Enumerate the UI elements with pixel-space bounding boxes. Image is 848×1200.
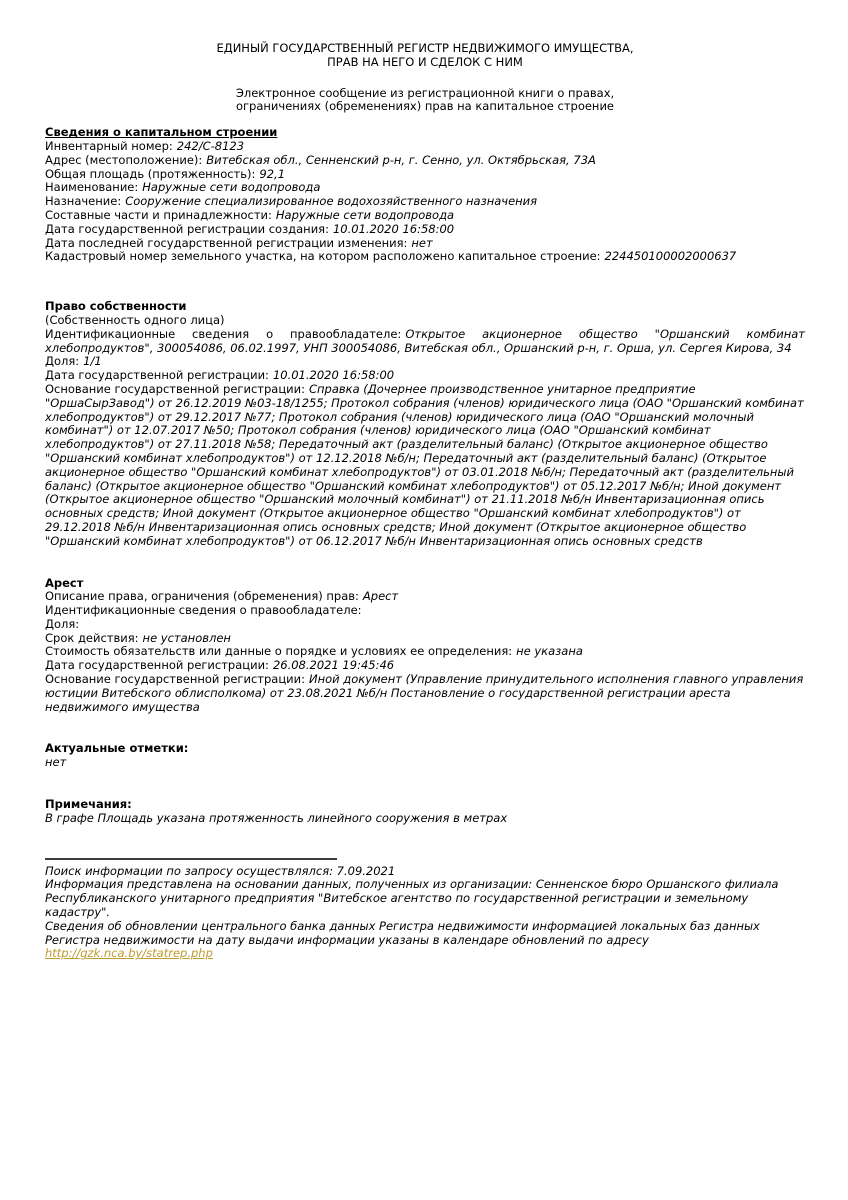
field-row-restriction-description <box>45 590 805 604</box>
field-row-creation-reg-date <box>45 223 805 237</box>
field-value: Арест <box>362 589 399 604</box>
field-row-total-area <box>45 168 805 182</box>
field-label: Доля: <box>45 354 80 369</box>
registry-title-line-1: ЕДИНЫЙ ГОСУДАРСТВЕННЫЙ РЕГИСТР НЕДВИЖИМОГО ИМУЩЕСТВА, <box>216 41 634 55</box>
field-row-state-reg-date <box>45 659 805 673</box>
arrest-section-heading: Арест <box>45 575 84 590</box>
field-value: Справка (Дочернее производственное унитарное предприятие "ОршаСырЗавод") от 26.12.2019 №03-18/1255; Протокол собрания (членов) юридического лица (ОАО "Оршанский комбинат хлебопродуктов") от 29.12.2017 №77; Протокол собрания (членов) юридического лица (ОАО "Оршанский молочный комбинат") от 12.07.2017 №50; Протокол собрания (членов) юридического лица (ОАО "Оршанский комбинат хлебопродуктов") от 27.11.2018 №58; Передаточный акт (разделительный баланс) (Открытое акционерное общество "Оршанский комбинат хлебопродуктов") от 12.12.2018 №б/н; Передаточный акт (разделительный баланс) (Открытое акционерное общество "Оршанский комбинат хлебопродуктов") от 03.01.2018 №б/н; Передаточный акт (разделительный баланс) (Открытое акционерное общество "Оршанский комбинат хлебопродуктов") от 05.12.2017 №б/н; Иной документ (Открытое акционерное общество "Оршанский молочный комбинат") от 21.11.2018 №б/н Инвентаризационная опись основных средств; Иной документ (Открытое акционерное общество "Оршанский комбинат хлебопродуктов") от 29.12.2018 №б/н Инвентаризационная опись основных средств; Иной документ (Открытое акционерное общество "Оршанский комбинат хлебопродуктов") от 06.12.2017 №б/н Инвентаризационная опись основных средств <box>45 381 804 548</box>
field-value: Наружные сети водопровода <box>275 207 455 222</box>
field-value: 26.08.2021 19:45:46 <box>272 658 395 673</box>
field-row-cadastral-number <box>45 250 805 264</box>
field-row-rightholder-identification <box>45 328 805 356</box>
building-section-heading: Сведения о капитальном строении <box>45 125 278 140</box>
field-label: Описание права, ограничения (обременения) прав: <box>45 589 359 604</box>
field-label: Идентификационные сведения о правообладателе: <box>45 326 402 341</box>
field-label: Основание государственной регистрации: <box>45 381 305 396</box>
document-subtitle-line-1: Электронное сообщение из регистрационной книги о правах, <box>235 85 615 100</box>
field-label: Основание государственной регистрации: <box>45 672 305 687</box>
field-label: Наименование: <box>45 180 139 195</box>
registry-title <box>45 42 805 70</box>
notes-value: В графе Площадь указана протяженность линейного сооружения в метрах <box>45 810 508 825</box>
field-row-last-change-reg-date <box>45 237 805 251</box>
field-label: Инвентарный номер: <box>45 138 173 153</box>
field-row-obligation-value <box>45 645 805 659</box>
field-row-components <box>45 209 805 223</box>
field-value: 10.01.2020 16:58:00 <box>332 221 455 236</box>
field-label: Дата государственной регистрации создания: <box>45 221 329 236</box>
field-row-reg-basis <box>45 383 805 549</box>
field-value: 1/1 <box>83 354 102 369</box>
field-value: 242/С-8123 <box>176 138 245 153</box>
field-label: Дата государственной регистрации: <box>45 368 269 383</box>
actual-marks-heading: Актуальные отметки: <box>45 741 189 756</box>
field-label: Общая площадь (протяженность): <box>45 166 256 181</box>
statrep-link[interactable]: http://gzk.nca.by/statrep.php <box>45 946 213 961</box>
arrest-section <box>45 577 805 715</box>
field-value: Сооружение специализированное водохозяйственного назначения <box>125 194 538 209</box>
field-row-purpose <box>45 195 805 209</box>
footer-section <box>45 865 805 962</box>
field-value: 224450100002000637 <box>604 249 737 264</box>
document-subtitle <box>45 87 805 115</box>
field-value: нет <box>411 235 433 250</box>
field-row-validity-period <box>45 632 805 646</box>
notes-heading: Примечания: <box>45 797 132 812</box>
building-section <box>45 126 805 264</box>
field-label: Дата последней государственной регистрации изменения: <box>45 235 408 250</box>
field-label: Срок действия: <box>45 630 139 645</box>
field-value: не установлен <box>142 630 231 645</box>
field-row-address <box>45 154 805 168</box>
ownership-section-heading: Право собственности <box>45 299 187 314</box>
field-value: Открытое акционерное общество "Оршанский комбинат хлебопродуктов", 300054086, 06.02.1997, УНП 300054086, Витебская обл., Оршанский р-н, г. Орша, ул. Сергея Кирова, 34 <box>45 326 805 355</box>
field-row-rightholder-identification <box>45 604 805 618</box>
footer-update-note-line: Сведения об обновлении центрального банка данных Регистра недвижимости информацией локальных баз данных Регистра недвижимости на дату выдачи информации указаны в календаре обновлений по адресу <box>45 918 760 947</box>
field-row-share <box>45 355 805 369</box>
footer-search-date-line: Поиск информации по запросу осуществлялся: 7.09.2021 <box>45 863 396 878</box>
field-value: 92,1 <box>259 166 286 181</box>
field-value: Наружные сети водопровода <box>142 180 321 195</box>
ownership-section <box>45 300 805 548</box>
ownership-section-subheading: (Собственность одного лица) <box>45 312 225 327</box>
registry-title-line-2: ПРАВ НА НЕГО И СДЕЛОК С НИМ <box>327 54 523 69</box>
footer-link-line <box>45 947 805 961</box>
field-value: Витебская обл., Сенненский р-н, г. Сенно, ул. Октябрьская, 73А <box>206 152 596 167</box>
field-row-share <box>45 618 805 632</box>
field-label: Составные части и принадлежности: <box>45 207 272 222</box>
field-value: не указана <box>516 644 583 659</box>
field-row-name <box>45 181 805 195</box>
actual-marks-section <box>45 742 805 770</box>
field-label: Адрес (местоположение): <box>45 152 203 167</box>
footer-divider-line <box>45 858 337 860</box>
field-value: 10.01.2020 16:58:00 <box>272 368 395 383</box>
field-row-inventory-number <box>45 140 805 154</box>
field-label: Доля: <box>45 616 80 631</box>
actual-marks-value: нет <box>45 755 67 770</box>
field-row-state-reg-date <box>45 369 805 383</box>
footer-source-line: Информация представлена на основании данных, полученных из организации: Сенненское бюро Оршанского филиала Республиканского унитарного предприятия "Витебское агентство по государственной регистрации и земельному кадастру". <box>45 877 779 920</box>
field-label: Назначение: <box>45 194 122 209</box>
field-value: Иной документ (Управление принудительного исполнения главного управления юстиции Витебского облисполкома) от 23.08.2021 №б/н Постановление о государственной регистрации ареста недвижимого имущества <box>45 672 804 714</box>
field-row-reg-basis <box>45 673 805 714</box>
field-label: Кадастровый номер земельного участка, на котором расположено капитальное строение: <box>45 249 601 264</box>
field-label: Стоимость обязательств или данные о порядке и условиях ее определения: <box>45 644 513 659</box>
field-label: Идентификационные сведения о правообладателе: <box>45 603 362 618</box>
document-subtitle-line-2: ограничениях (обременениях) прав на капитальное строение <box>235 99 615 114</box>
field-label: Дата государственной регистрации: <box>45 658 269 673</box>
notes-section <box>45 798 805 826</box>
